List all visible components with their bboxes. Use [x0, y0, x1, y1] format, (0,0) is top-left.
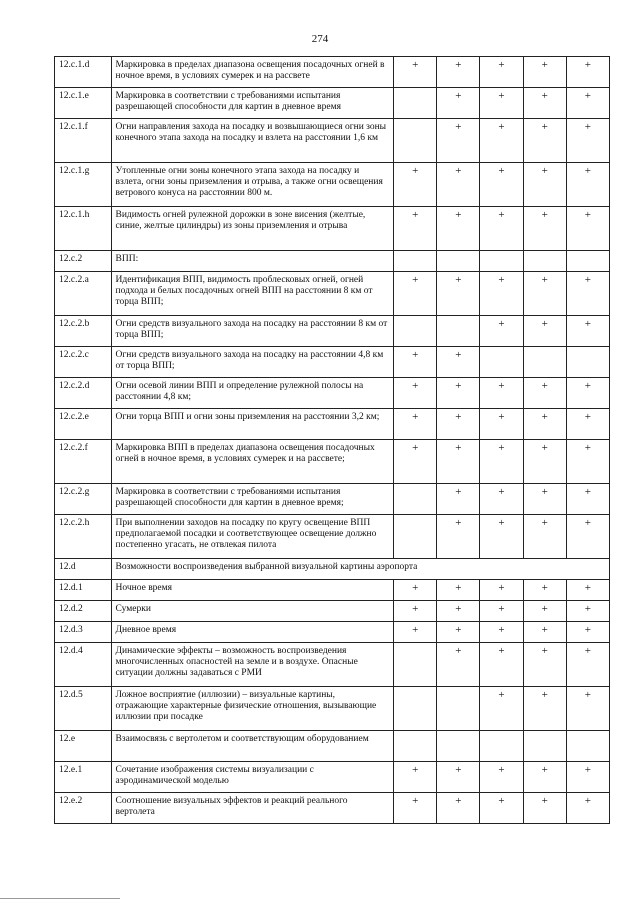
row-code: 12.c.2.b [55, 316, 112, 347]
level-mark: + [566, 207, 609, 251]
level-mark: + [523, 378, 566, 409]
row-description: Идентификация ВПП, видимость проблесковых огней, огней подхода и белых посадочных огней ВПП на расстоянии 8 км от торца ВПП; [111, 272, 394, 316]
row-code: 12.d [55, 559, 112, 580]
row-code: 12.c.2.a [55, 272, 112, 316]
level-mark: + [523, 207, 566, 251]
level-mark [566, 251, 609, 272]
row-code: 12.c.2.f [55, 440, 112, 484]
table-row [55, 580, 610, 601]
level-mark: + [480, 440, 523, 484]
level-mark [523, 731, 566, 762]
level-mark: + [566, 515, 609, 559]
level-mark: + [566, 440, 609, 484]
level-mark: + [437, 793, 480, 824]
table-row [55, 762, 610, 793]
level-mark: + [566, 622, 609, 643]
row-code: 12.e.2 [55, 793, 112, 824]
level-mark: + [480, 378, 523, 409]
level-mark: + [437, 515, 480, 559]
level-mark: + [437, 622, 480, 643]
level-mark: + [523, 580, 566, 601]
level-mark: + [566, 762, 609, 793]
level-mark [480, 251, 523, 272]
row-code: 12.c.2.e [55, 409, 112, 440]
table-row [55, 559, 610, 580]
table-row [55, 207, 610, 251]
table-row [55, 272, 610, 316]
level-mark: + [480, 163, 523, 207]
level-mark [394, 687, 437, 731]
level-mark [394, 316, 437, 347]
level-mark [394, 515, 437, 559]
level-mark: + [437, 57, 480, 88]
level-mark: + [566, 378, 609, 409]
level-mark: + [566, 687, 609, 731]
level-mark: + [566, 580, 609, 601]
level-mark: + [523, 440, 566, 484]
row-description: Сочетание изображения системы визуализации с аэродинамической моделью [111, 762, 394, 793]
row-description: Маркировка ВПП в пределах диапазона освещения посадочных огней в ночное время, в условиях сумерек и на рассвете; [111, 440, 394, 484]
table-row [55, 687, 610, 731]
level-mark: + [523, 622, 566, 643]
level-mark: + [566, 88, 609, 119]
row-description: Видимость огней рулежной дорожки в зоне висения (желтые, синие, желтые цилиндры) из зоны приземления и отрыва [111, 207, 394, 251]
row-description: Взаимосвязь с вертолетом и соответствующим оборудованием [111, 731, 394, 762]
level-mark [437, 687, 480, 731]
level-mark: + [394, 793, 437, 824]
level-mark: + [480, 207, 523, 251]
level-mark: + [437, 484, 480, 515]
level-mark: + [523, 793, 566, 824]
row-code: 12.c.2.c [55, 347, 112, 378]
level-mark: + [394, 601, 437, 622]
level-mark [394, 251, 437, 272]
level-mark: + [523, 643, 566, 687]
table-row [55, 484, 610, 515]
level-mark: + [523, 88, 566, 119]
level-mark: + [566, 119, 609, 163]
level-mark: + [523, 316, 566, 347]
table-row [55, 316, 610, 347]
level-mark: + [437, 643, 480, 687]
level-mark [394, 643, 437, 687]
row-code: 12.c.1.e [55, 88, 112, 119]
level-mark: + [523, 601, 566, 622]
level-mark [394, 484, 437, 515]
table-row [55, 163, 610, 207]
level-mark: + [394, 409, 437, 440]
level-mark: + [437, 163, 480, 207]
row-code: 12.d.1 [55, 580, 112, 601]
row-code: 12.d.2 [55, 601, 112, 622]
level-mark: + [394, 57, 437, 88]
row-description: При выполнении заходов на посадку по кругу освещение ВПП предполагаемой посадки и соответствующее освещение должно постепенно угасать, не отвлекая пилота [111, 515, 394, 559]
table-row [55, 793, 610, 824]
level-mark: + [480, 316, 523, 347]
level-mark: + [437, 409, 480, 440]
level-mark: + [523, 515, 566, 559]
page-number: 274 [311, 33, 329, 45]
level-mark: + [480, 793, 523, 824]
table-row [55, 88, 610, 119]
level-mark: + [437, 601, 480, 622]
level-mark: + [480, 762, 523, 793]
level-mark [394, 731, 437, 762]
level-mark [566, 731, 609, 762]
level-mark: + [566, 163, 609, 207]
level-mark: + [480, 57, 523, 88]
level-mark: + [566, 793, 609, 824]
level-mark [437, 251, 480, 272]
row-code: 12.c.2.g [55, 484, 112, 515]
level-mark: + [523, 762, 566, 793]
requirements-table-body [55, 57, 610, 824]
footer-rule [0, 898, 120, 899]
level-mark: + [566, 272, 609, 316]
row-code: 12.d.5 [55, 687, 112, 731]
level-mark: + [394, 378, 437, 409]
table-row [55, 440, 610, 484]
level-mark: + [480, 515, 523, 559]
level-mark: + [394, 163, 437, 207]
level-mark: + [437, 207, 480, 251]
level-mark: + [566, 57, 609, 88]
row-code: 12.e.1 [55, 762, 112, 793]
level-mark: + [480, 580, 523, 601]
level-mark: + [566, 601, 609, 622]
row-description: Ночное время [111, 580, 394, 601]
level-mark [394, 88, 437, 119]
row-code: 12.d.3 [55, 622, 112, 643]
table-row [55, 347, 610, 378]
row-description: Соотношение визуальных эффектов и реакций реального вертолета [111, 793, 394, 824]
row-description: Ложное восприятие (иллюзии) – визуальные картины, отражающие характерные физические отношения, вызывающие иллюзии при посадке [111, 687, 394, 731]
level-mark: + [437, 378, 480, 409]
row-description: Огни торца ВПП и огни зоны приземления на расстоянии 3,2 км; [111, 409, 394, 440]
table-row [55, 57, 610, 88]
level-mark: + [480, 643, 523, 687]
level-mark: + [480, 119, 523, 163]
row-code: 12.c.2.h [55, 515, 112, 559]
level-mark: + [394, 347, 437, 378]
table-row [55, 731, 610, 762]
level-mark: + [566, 643, 609, 687]
level-mark: + [437, 762, 480, 793]
level-mark [437, 316, 480, 347]
row-code: 12.c.1.d [55, 57, 112, 88]
level-mark: + [523, 272, 566, 316]
level-mark: + [523, 687, 566, 731]
row-code: 12.c.1.f [55, 119, 112, 163]
row-description: Огни средств визуального захода на посадку на расстоянии 8 км от торца ВПП; [111, 316, 394, 347]
table-row [55, 601, 610, 622]
table-row [55, 119, 610, 163]
level-mark: + [437, 440, 480, 484]
level-mark: + [480, 272, 523, 316]
level-mark: + [480, 409, 523, 440]
row-code: 12.c.2.d [55, 378, 112, 409]
level-mark: + [566, 409, 609, 440]
row-description: Огни средств визуального захода на посадку на расстоянии 4,8 км от торца ВПП; [111, 347, 394, 378]
level-mark: + [437, 272, 480, 316]
row-description: Утопленные огни зоны конечного этапа захода на посадку и взлета, огни зоны приземления и отрыва, а также огни освещения ветрового конуса на расстоянии 800 м. [111, 163, 394, 207]
level-mark [394, 119, 437, 163]
level-mark: + [437, 347, 480, 378]
level-mark: + [566, 316, 609, 347]
level-mark: + [523, 57, 566, 88]
row-description: Динамические эффекты – возможность воспроизведения многочисленных опасностей на земле и в воздухе. Опасные ситуации должны задаваться с РМИ [111, 643, 394, 687]
table-row [55, 622, 610, 643]
row-description: Сумерки [111, 601, 394, 622]
table-row [55, 409, 610, 440]
level-mark: + [480, 484, 523, 515]
row-description: Маркировка в пределах диапазона освещения посадочных огней в ночное время, в условиях сумерек и на рассвете [111, 57, 394, 88]
level-mark: + [523, 484, 566, 515]
level-mark [480, 347, 523, 378]
row-description: Огни осевой линии ВПП и определение рулежной полосы на расстоянии 4,8 км; [111, 378, 394, 409]
row-code: 12.c.2 [55, 251, 112, 272]
level-mark: + [394, 440, 437, 484]
row-code: 12.c.1.h [55, 207, 112, 251]
table-row [55, 251, 610, 272]
level-mark: + [437, 580, 480, 601]
level-mark: + [480, 687, 523, 731]
level-mark [437, 731, 480, 762]
level-mark: + [394, 207, 437, 251]
level-mark: + [523, 163, 566, 207]
level-mark [523, 347, 566, 378]
row-description: Маркировка в соответствии с требованиями испытания разрешающей способности для картин в дневное время [111, 88, 394, 119]
table-row [55, 643, 610, 687]
row-description: Дневное время [111, 622, 394, 643]
level-mark: + [523, 409, 566, 440]
level-mark: + [394, 622, 437, 643]
level-mark: + [523, 119, 566, 163]
level-mark: + [566, 484, 609, 515]
row-code: 12.c.1.g [55, 163, 112, 207]
row-code: 12.d.4 [55, 643, 112, 687]
level-mark: + [437, 88, 480, 119]
level-mark [523, 251, 566, 272]
row-description: Маркировка в соответствии с требованиями испытания разрешающей способности для картин в дневное время; [111, 484, 394, 515]
row-description: Огни направления захода на посадку и возвышающиеся огни зоны конечного этапа захода на посадку и взлета на расстоянии 1,6 км [111, 119, 394, 163]
table-row [55, 378, 610, 409]
level-mark [566, 347, 609, 378]
row-code: 12.e [55, 731, 112, 762]
row-description: ВПП: [111, 251, 394, 272]
level-mark: + [480, 88, 523, 119]
level-mark: + [480, 601, 523, 622]
section-heading: Возможности воспроизведения выбранной визуальной картины аэропорта [111, 559, 609, 580]
requirements-table [54, 56, 610, 824]
level-mark [480, 731, 523, 762]
level-mark: + [394, 580, 437, 601]
level-mark: + [437, 119, 480, 163]
level-mark: + [394, 272, 437, 316]
table-row [55, 515, 610, 559]
level-mark: + [394, 762, 437, 793]
level-mark: + [480, 622, 523, 643]
